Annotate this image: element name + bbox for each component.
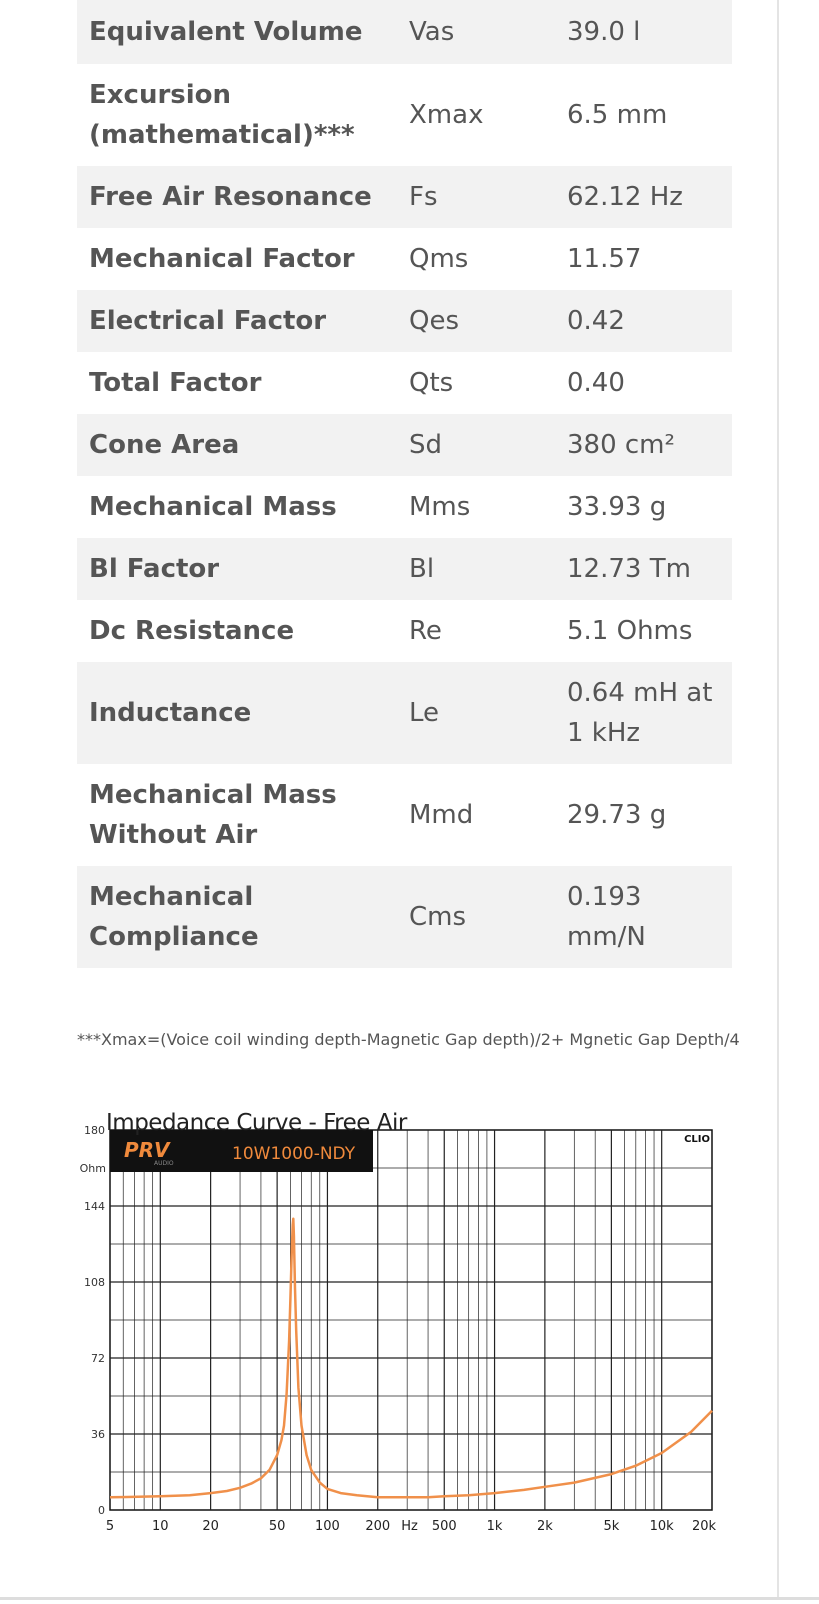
spec-name: Cone Area	[77, 414, 401, 476]
x-tick-label: 5	[105, 1519, 115, 1534]
spec-name: Electrical Factor	[77, 290, 401, 352]
spec-value: 62.12 Hz	[559, 166, 732, 228]
spec-name: Mechanical Factor	[89, 244, 355, 274]
y-tick-label: 0	[98, 1504, 105, 1517]
spec-name: Mechanical Mass	[89, 492, 337, 522]
spec-symbol: Re	[409, 616, 442, 646]
spec-symbol: Qms	[409, 244, 469, 274]
spec-name: Free Air Resonance	[77, 166, 401, 228]
impedance-chart-svg	[72, 1110, 732, 1600]
x-unit-label: Hz	[401, 1519, 418, 1534]
spec-value: 0.193 mm/N	[559, 866, 732, 968]
spec-value: 11.57	[567, 244, 642, 274]
spec-row	[77, 414, 732, 476]
y-tick-label: 180	[84, 1124, 105, 1137]
x-tick-label: 20k	[691, 1519, 717, 1534]
spec-row	[77, 352, 732, 414]
x-tick-label: 100	[315, 1519, 340, 1534]
y-tick-label: 36	[91, 1428, 105, 1441]
y-tick-label: 72	[91, 1352, 105, 1365]
spec-row	[77, 764, 732, 866]
spec-symbol: Sd	[401, 414, 559, 476]
y-tick-label: 144	[84, 1200, 105, 1213]
spec-name: Total Factor	[89, 368, 262, 398]
xmax-footnote: ***Xmax=(Voice coil winding depth-Magnetic Gap depth)/2+ Mgnetic Gap Depth/4	[77, 1030, 740, 1049]
spec-symbol: Xmax	[409, 100, 484, 130]
spec-name: Mechanical Mass Without Air	[89, 780, 337, 850]
spec-value: 0.42	[559, 290, 732, 352]
spec-symbol: Fs	[401, 166, 559, 228]
x-tick-label: 1k	[486, 1519, 503, 1534]
spec-name: Equivalent Volume	[77, 0, 401, 64]
spec-symbol: Vas	[401, 0, 559, 64]
x-tick-label: 2k	[536, 1519, 553, 1534]
spec-value: 380 cm²	[559, 414, 732, 476]
spec-name: Mechanical Compliance	[77, 866, 401, 968]
spec-value: 29.73 g	[567, 800, 667, 830]
x-tick-label: 10	[152, 1519, 169, 1534]
spec-name: Excursion (mathematical)***	[89, 80, 355, 150]
spec-symbol: Bl	[401, 538, 559, 600]
content-frame-border	[777, 0, 779, 1600]
spec-symbol: Mmd	[409, 800, 474, 830]
spec-row	[77, 0, 732, 64]
spec-symbol: Qes	[401, 290, 559, 352]
spec-value: 0.40	[567, 368, 625, 398]
y-unit-label: Ohm	[79, 1162, 106, 1175]
brand-logo: PRV	[124, 1138, 170, 1162]
spec-symbol: Mms	[409, 492, 471, 522]
spec-name: Dc Resistance	[89, 616, 295, 646]
spec-name: Bl Factor	[77, 538, 401, 600]
software-label: CLIO	[684, 1134, 710, 1145]
spec-row	[77, 662, 732, 764]
model-label: 10W1000-NDY	[232, 1144, 356, 1164]
spec-symbol: Cms	[401, 866, 559, 968]
spec-value: 5.1 Ohms	[567, 616, 693, 646]
spec-value: 33.93 g	[567, 492, 667, 522]
x-tick-label: 200	[365, 1519, 391, 1534]
specs-table	[77, 0, 732, 968]
x-tick-label: 5k	[603, 1519, 620, 1534]
spec-row	[77, 290, 732, 352]
spec-row	[77, 64, 732, 166]
spec-symbol: Le	[401, 662, 559, 764]
brand-sub: AUDIO	[154, 1160, 174, 1167]
spec-row	[77, 538, 732, 600]
spec-value: 12.73 Tm	[559, 538, 732, 600]
spec-row	[77, 866, 732, 968]
spec-value: 39.0 l	[559, 0, 732, 64]
chart-title: Impedance Curve - Free Air	[106, 1110, 407, 1136]
spec-value: 6.5 mm	[567, 100, 668, 130]
y-tick-label: 108	[84, 1276, 105, 1289]
x-tick-label: 50	[268, 1519, 286, 1534]
x-tick-label: 500	[431, 1519, 457, 1534]
spec-row	[77, 476, 732, 538]
spec-name: Inductance	[77, 662, 401, 764]
spec-symbol: Qts	[409, 368, 454, 398]
spec-value: 0.64 mH at 1 kHz	[559, 662, 732, 764]
x-tick-label: 20	[202, 1519, 219, 1534]
x-tick-label: 10k	[649, 1519, 674, 1534]
spec-row	[77, 166, 732, 228]
spec-row	[77, 228, 732, 290]
spec-row	[77, 600, 732, 662]
impedance-chart	[72, 1110, 732, 1600]
